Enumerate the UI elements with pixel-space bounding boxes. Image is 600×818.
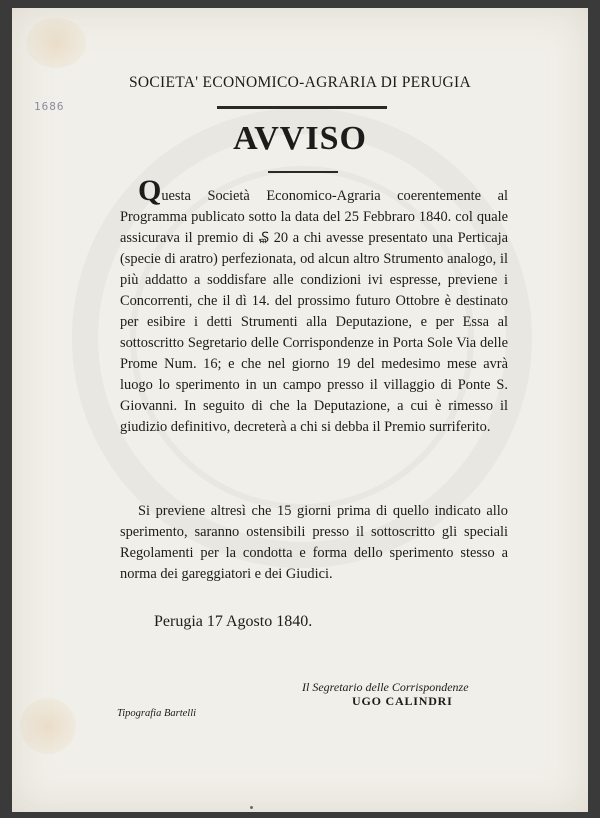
paragraph-1-text: uesta Società Economico-Agraria coerentemente al Programma publicato sotto la data del 25 Febbraro 1840. col quale assicurava il premio di ₷ 20 a chi avesse presentato una Perticaja (specie di aratro) perfezionata, od alcun altro Strumento analogo, il più addatto a soddisfare alle condizioni ivi espresse, previene i Concorrenti, che il dì 14. del prossimo futuro Ottobre è destinato per esibire i detti Strumenti alla Deputazione, e per Essa al sottoscritto Segretario delle Corrispondenze in Porta Sole Via delle Prome Num. 16; e che nel giorno 19 del medesimo mese avrà luogo lo sperimento in un campo presso il villaggio di Ponte S. Giovanni. In seguito di che la Deputazione, a cui è rimesso il giudizio definitivo, decreterà a chi si debba il Premio surriferito. [120, 188, 508, 435]
paper-stain [26, 18, 86, 68]
notice-paragraph-1 [120, 174, 508, 438]
drop-cap: Q [138, 174, 162, 207]
printer-credit: Tipografia Bartelli [117, 708, 197, 719]
paper-mark [250, 806, 253, 809]
notice-paragraph-2 [120, 501, 508, 585]
society-heading: SOCIETA' ECONOMICO-AGRARIA DI PERUGIA [128, 74, 472, 91]
page-title: AVVISO [233, 120, 367, 157]
paper-stain [20, 698, 76, 754]
paragraph-2-text: Si previene altresì che 15 giorni prima di quello indicato allo sperimento, saranno ostensibili presso il sottoscritto gli speciali Regolamenti per la condotta e forma dello sperimento stesso a norma dei gareggiatori e dei Giudici. [120, 503, 508, 582]
signature-role: Il Segretario delle Corrispondenze [302, 680, 469, 694]
title-rule [268, 171, 338, 173]
catalog-number: 1686 [34, 100, 65, 113]
document-sheet [12, 8, 588, 812]
heading-rule [217, 106, 387, 109]
date-line: Perugia 17 Agosto 1840. [154, 613, 313, 630]
signature-name: UGO CALINDRI [352, 694, 453, 708]
